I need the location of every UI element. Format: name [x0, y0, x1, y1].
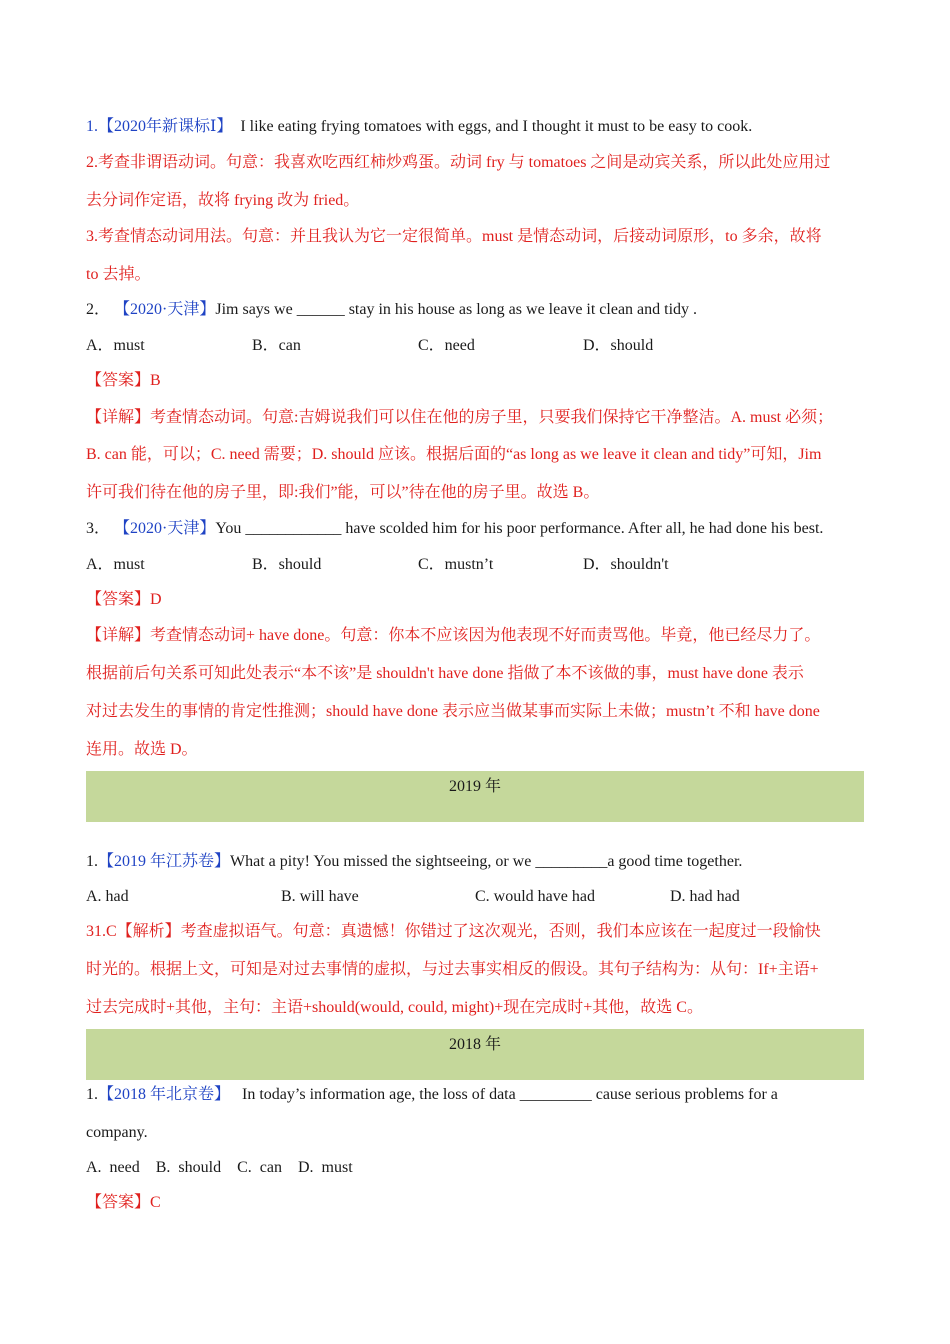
option-c: C. would have had — [475, 888, 595, 905]
detail-line: B. can 能，可以；C. need 需要；D. should 应该。根据后面的“as long as we leave it clean and tidy”可知，Jim — [86, 446, 822, 463]
question-text: In today’s information age, the loss of data _________ cause serious problems for a — [242, 1086, 778, 1103]
option-d: D. had had — [670, 888, 740, 905]
option-a: A．must — [86, 337, 145, 354]
question-text: You ____________ have scolded him for his poor performance. After all, he had done his best. — [215, 520, 824, 537]
answer: 【答案】B — [86, 372, 161, 389]
explanation-line: to 去掉。 — [86, 266, 151, 283]
answer: 【答案】D — [86, 591, 162, 608]
option-c: C．mustn’t — [418, 556, 494, 573]
year-heading: 2019 年 — [448, 778, 501, 795]
question-2020-2 — [86, 300, 697, 320]
detail-line: 许可我们待在他的房子里，即:我们”能，可以”待在他的房子里。故选 B。 — [86, 484, 600, 501]
question-text: What a pity! You missed the sightseeing, or we _________a good time together. — [230, 853, 743, 870]
detail-line: 【详解】考查情态动词。句意:吉姆说我们可以住在他的房子里，只要我们保持它干净整洁。A. must 必须； — [86, 409, 834, 426]
question-number: 1. — [86, 853, 98, 870]
answer: 【答案】C — [86, 1194, 161, 1211]
option-d: D．should — [583, 337, 654, 354]
explanation-line: 2.考查非谓语动词。句意：我喜欢吃西红柿炒鸡蛋。动词 fry 与 tomatoes 之间是动宾关系，所以此处应用过 — [86, 154, 831, 171]
question-2020-1 — [86, 117, 752, 137]
question-source: 【2020·天津】 — [114, 301, 216, 318]
question-source: 【2020·天津】 — [114, 520, 216, 537]
question-text: Jim says we ______ stay in his house as long as we leave it clean and tidy . — [215, 301, 698, 318]
options-row: A. need B. should C. can D. must — [86, 1159, 353, 1176]
question-2019-1 — [86, 852, 742, 872]
explanation-line: 3.考查情态动词用法。句意：并且我认为它一定很简单。must 是情态动词，后接动词原形，to 多余，故将 — [86, 228, 822, 245]
question-text: I like eating frying tomatoes with eggs, and I thought it must to be easy to cook. — [240, 118, 753, 135]
explanation-line: 去分词作定语，故将 frying 改为 fried。 — [86, 192, 360, 209]
question-number: 1. — [86, 118, 98, 135]
option-b: B．can — [252, 337, 301, 354]
question-number: 3． — [86, 520, 111, 537]
year-heading: 2018 年 — [448, 1036, 501, 1053]
option-b: B．should — [252, 556, 322, 573]
detail-line: 【详解】考查情态动词+ have done。句意：你本不应该因为他表现不好而责骂他。毕竟，他已经尽力了。 — [86, 627, 821, 644]
option-b: B. will have — [281, 888, 359, 905]
explanation-line: 时光的。根据上文，可知是对过去事情的虚拟，与过去事实相反的假设。其句子结构为：从句：If+主语+ — [86, 961, 819, 978]
option-a: A．must — [86, 556, 145, 573]
detail-line: 根据前后句关系可知此处表示“本不该”是 shouldn't have done 指做了本不该做的事，must have done 表示 — [86, 665, 804, 682]
explanation-line: 过去完成时+其他，主句：主语+should(would, could, might)+现在完成时+其他，故选 C。 — [86, 999, 703, 1016]
year-band-2018 — [86, 1029, 864, 1080]
option-a: A. had — [86, 888, 129, 905]
question-text-continued: company. — [86, 1124, 148, 1141]
question-2018-1 — [86, 1085, 778, 1105]
question-source: 【2019 年江苏卷】 — [98, 853, 231, 870]
option-c: C．need — [418, 337, 475, 354]
question-source: 【2018 年北京卷】 — [98, 1086, 231, 1103]
detail-line: 连用。故选 D。 — [86, 741, 198, 758]
question-number: 2． — [86, 301, 111, 318]
explanation-line: 31.C【解析】考查虚拟语气。句意：真遗憾！你错过了这次观光，否则，我们本应该在一起度过一段愉快 — [86, 923, 821, 940]
question-number: 1. — [86, 1086, 98, 1103]
year-band-2019 — [86, 771, 864, 822]
option-d: D．shouldn't — [583, 556, 669, 573]
question-2020-3 — [86, 519, 823, 539]
detail-line: 对过去发生的事情的肯定性推测；should have done 表示应当做某事而实际上未做；mustn’t 不和 have done — [86, 703, 820, 720]
question-source: 【2020年新课标Ⅰ】 — [98, 118, 233, 135]
